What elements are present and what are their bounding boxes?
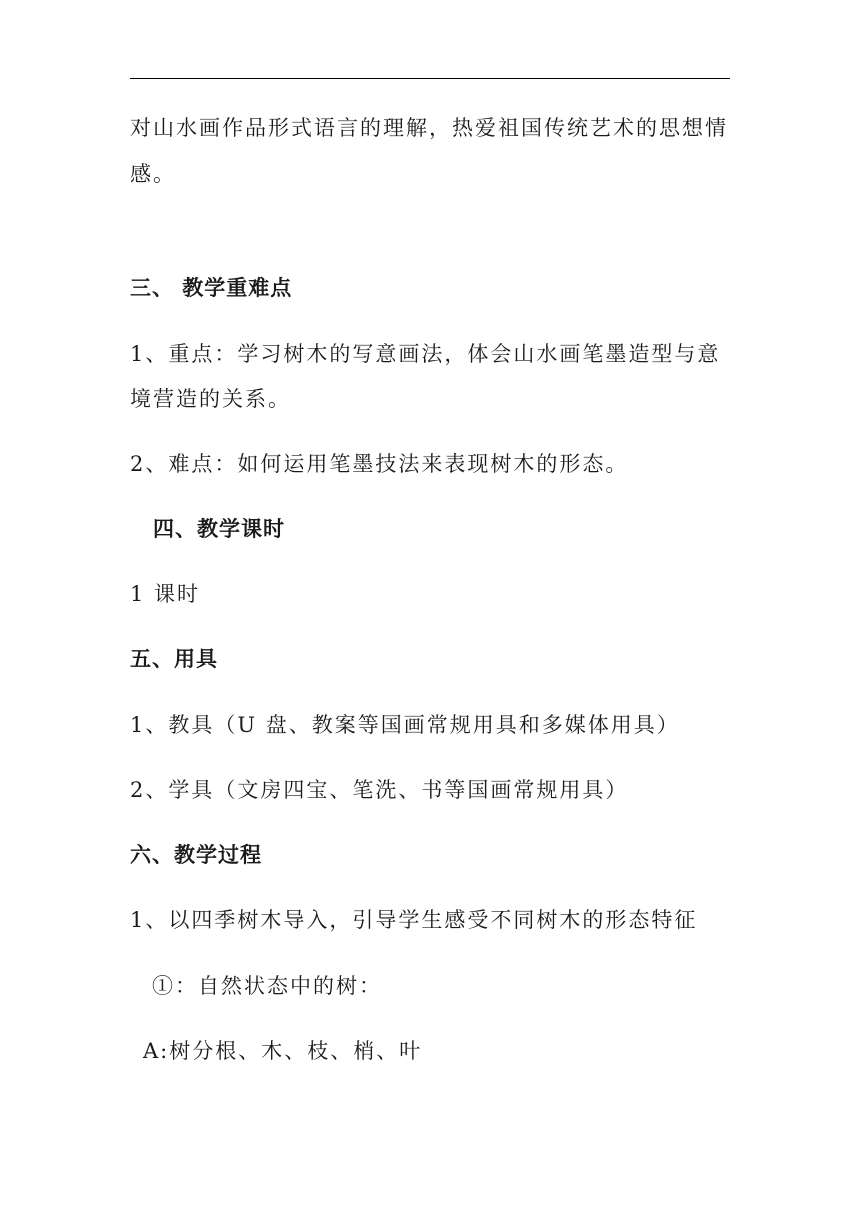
intro-line-1: 对山水画作品形式语言的理解，热爱祖国传统艺术的思想情 <box>130 116 728 140</box>
header-rule <box>130 78 730 79</box>
section-3-heading: 三、 教学重难点 <box>130 276 293 300</box>
section-3-item-2: 2、难点：如何运用笔墨技法来表现树木的形态。 <box>130 452 629 476</box>
section-4-heading: 四、教学课时 <box>153 517 285 541</box>
section-6-heading: 六、教学过程 <box>130 843 262 867</box>
section-6-item-1: 1、以四季树木导入，引导学生感受不同树木的形态特征 <box>130 908 698 932</box>
section-6-sub-1-a: A:树分根、木、枝、梢、叶 <box>143 1039 423 1063</box>
section-6-sub-1: ①：自然状态中的树： <box>152 974 382 998</box>
section-5-item-2: 2、学具（文房四宝、笔洗、书等国画常规用具） <box>130 778 629 802</box>
section-5-heading: 五、用具 <box>130 647 218 671</box>
intro-line-2: 感。 <box>130 162 176 186</box>
section-3-item-1-line-2: 境营造的关系。 <box>130 387 291 411</box>
section-5-item-1: 1、教具（U 盘、教案等国画常规用具和多媒体用具） <box>130 713 680 737</box>
section-3-item-1-line-1: 1、重点：学习树木的写意画法，体会山水画笔墨造型与意 <box>130 342 721 366</box>
section-4-content: 1 课时 <box>130 582 201 606</box>
